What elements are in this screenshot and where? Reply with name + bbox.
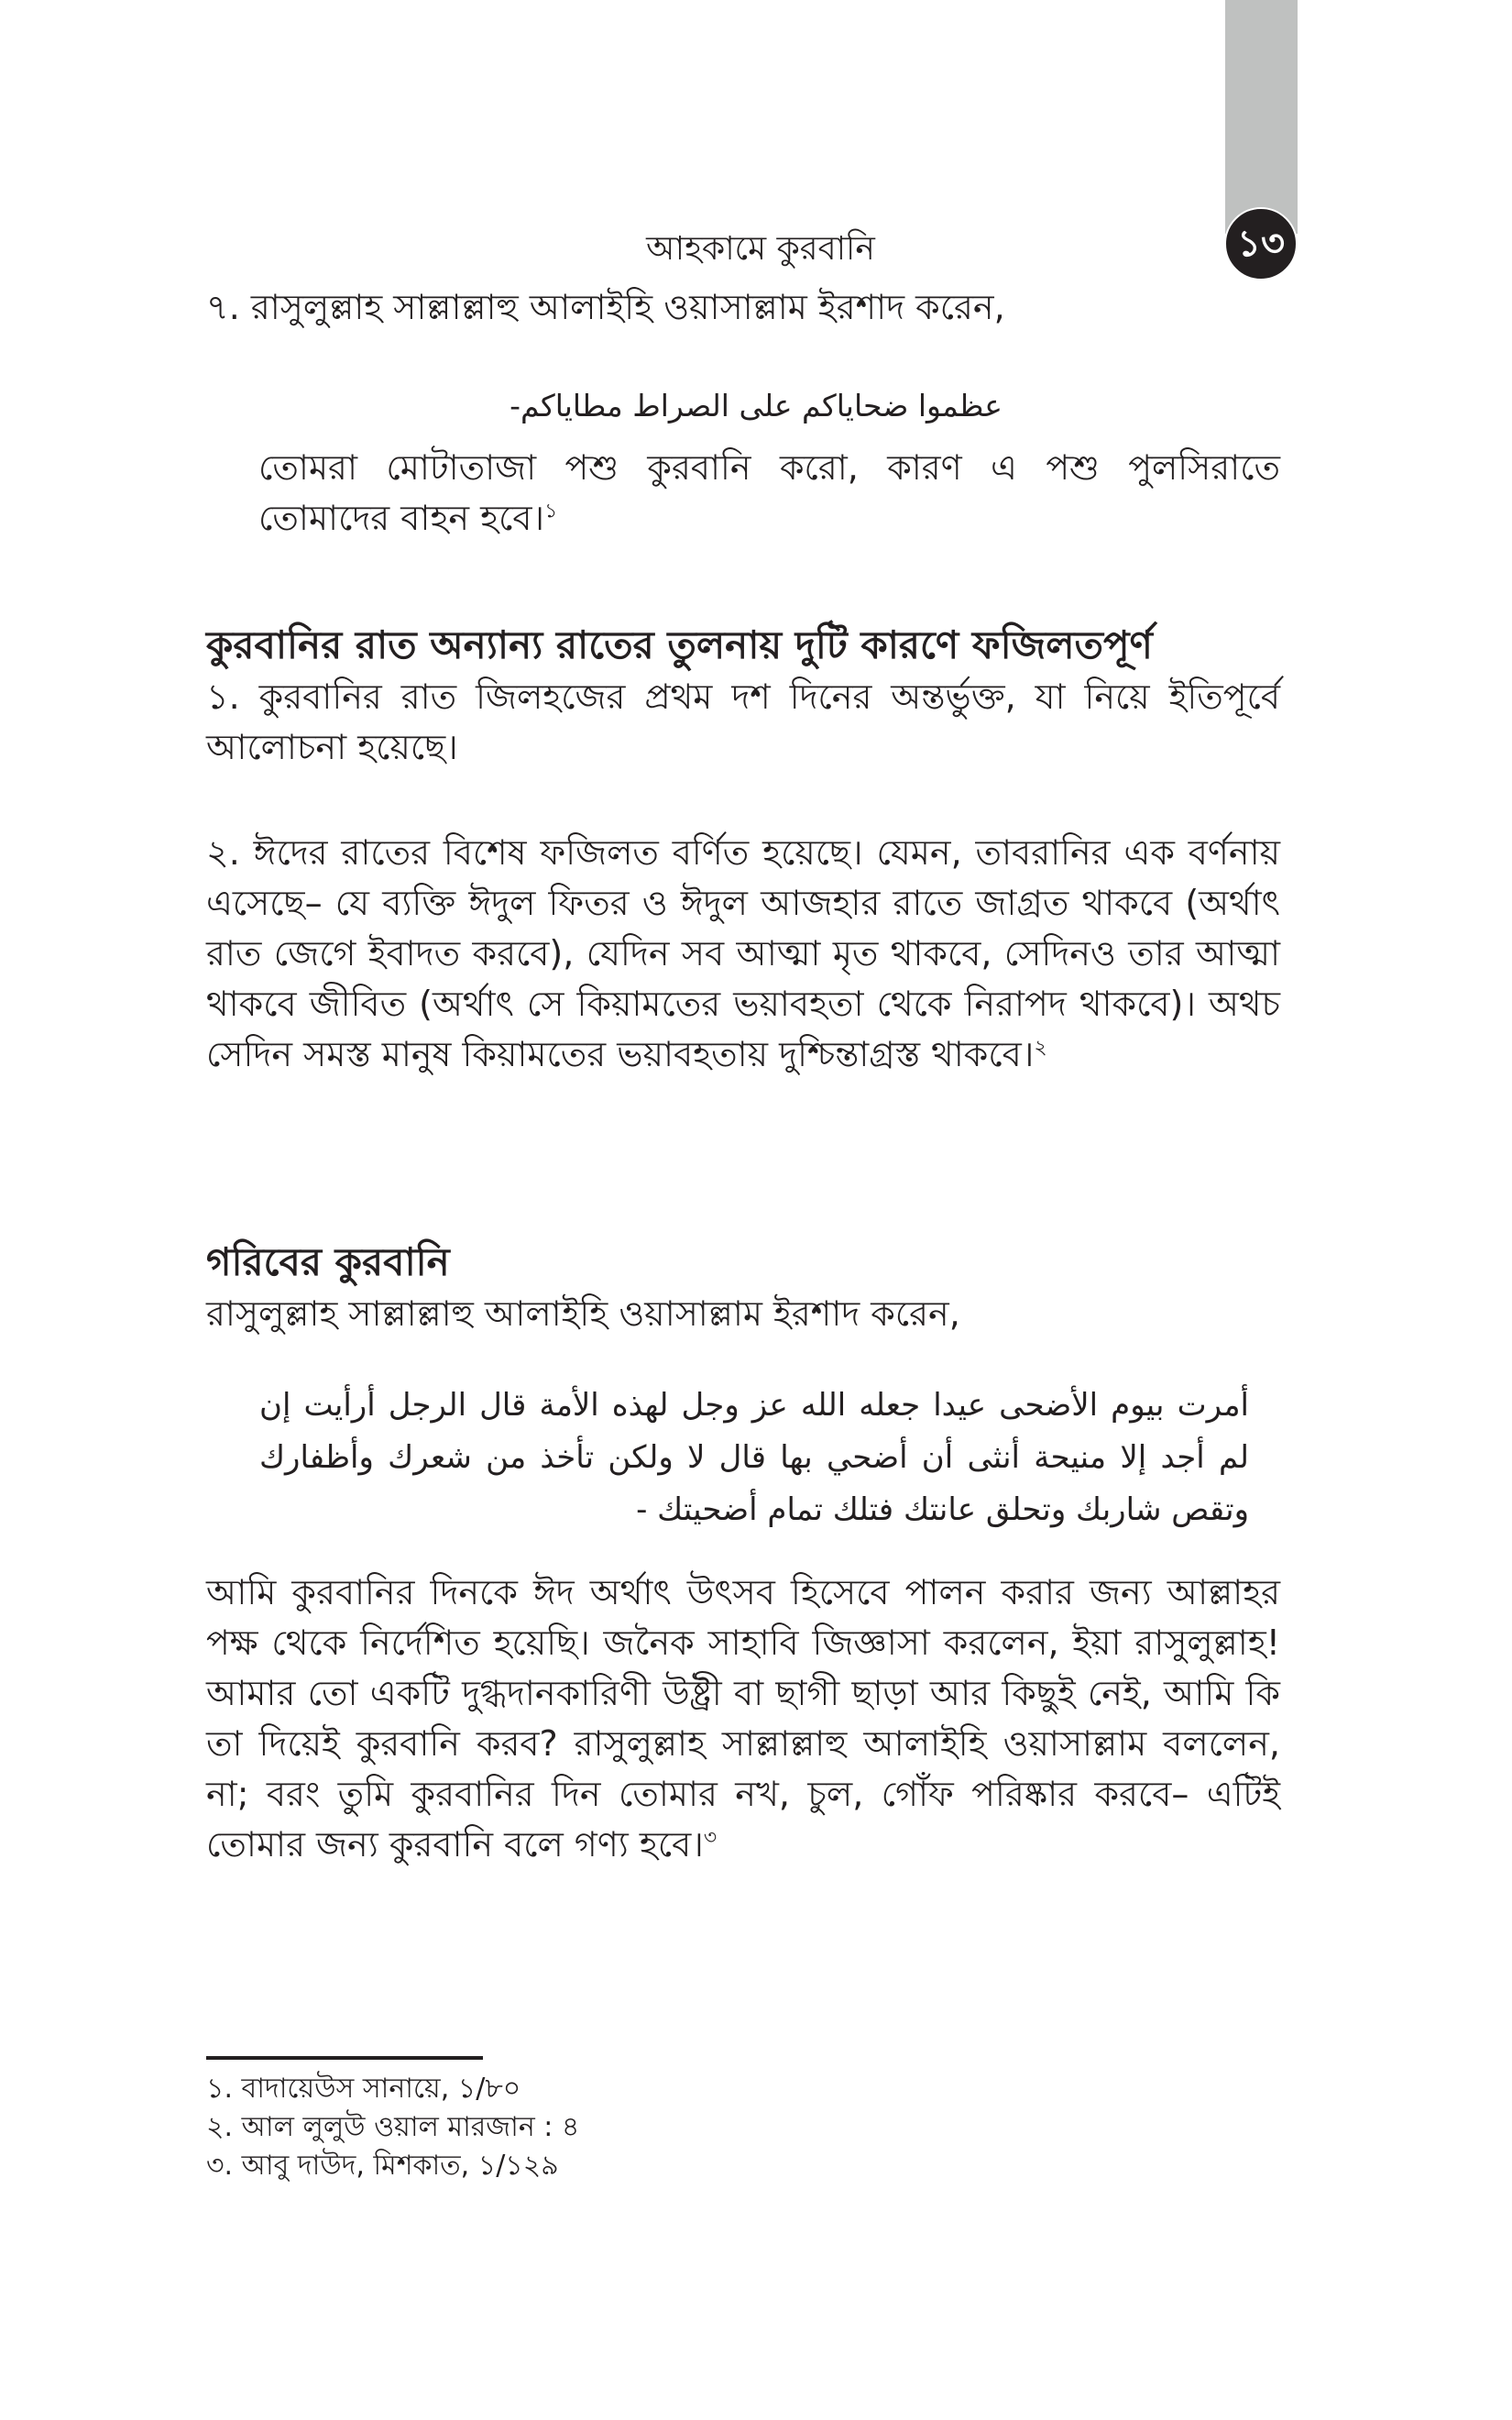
hadith-7-intro: ৭. রাসুলুল্লাহ সাল্লাল্লাহু আলাইহি ওয়াসাল্লাম ইরশাদ করেন, <box>206 287 1005 327</box>
footnote-ref-3[interactable]: ৩ <box>703 1826 718 1850</box>
hadith-7-translation-block <box>258 443 1280 544</box>
hadith-7-arabic: عظموا ضحاياكم على الصراط مطاياكم- <box>509 388 1003 424</box>
footnote-1: ১. বাদায়েউস সানায়ে, ১/৮০ <box>206 2073 521 2105</box>
section-night-point-2 <box>206 828 1280 1080</box>
section-poor-translation <box>206 1568 1280 1870</box>
footnote-3: ৩. আবু দাউদ, মিশকাত, ১/১২৯ <box>206 2150 559 2182</box>
section-night <box>206 619 1280 773</box>
section-poor-translation-text: আমি কুরবানির দিনকে ঈদ অর্থাৎ উৎসব হিসেবে পালন করার জন্য আল্লাহর পক্ষ থেকে নির্দেশিত হয়েছি। জনৈক সাহাবি জিজ্ঞাসা করলেন, ইয়া রাসুলুল্লাহ! আমার তো একটি দুগ্ধদানকারিণী উষ্ট্রী বা ছাগী ছাড়া আর কিছুই নেই, আমি কি তা দিয়েই কুরবানি করব? রাসুলুল্লাহ সাল্লাল্লাহু আলাইহি ওয়াসাল্লাম বললেন, না; বরং তুমি কুরবানির দিন তোমার নখ, চুল, গোঁফ পরিষ্কার করবে– এটিই তোমার জন্য কুরবানি বলে গণ্য হবে। <box>206 1572 1280 1864</box>
footnote-2: ২. আল লুলুউ ওয়াল মারজান : ৪ <box>206 2111 580 2143</box>
section-poor-translation-block <box>206 1568 1280 1870</box>
section-poor-intro: রাসুলুল্লাহ সাল্লাল্লাহু আলাইহি ওয়াসাল্লাম ইরশাদ করেন, <box>206 1293 960 1334</box>
hadith-7-intro-block <box>206 282 1280 333</box>
section-poor-arabic: أمرت بيوم الأضحى عيدا جعله الله عز وجل لهذه الأمة قال الرجل أرأيت إن لم أجد إلا منيحة أنثى أن أضحي بها قال لا ولكن تأخذ من شعرك وأظفارك وتقص شاربك وتحلق عانتك فتلك تمام أضحيتك - <box>259 1387 1249 1528</box>
running-header: আহকামে কুরবানি <box>646 230 875 268</box>
section-poor <box>206 1236 1280 1339</box>
footnotes <box>206 2070 939 2185</box>
page-edge-tab <box>1225 0 1298 234</box>
footnote-ref-2[interactable]: ২ <box>1034 1036 1047 1060</box>
footnote-divider <box>206 2056 483 2060</box>
section-night-point-2-block <box>206 828 1280 1080</box>
hadith-7-translation <box>258 443 1280 544</box>
page-number-badge <box>1224 207 1298 280</box>
section-night-point-1: ১. কুরবানির রাত জিলহজের প্রথম দশ দিনের অন্তর্ভুক্ত, যা নিয়ে ইতিপূর্বে আলোচনা হয়েছে। <box>206 676 1280 767</box>
section-night-point-2-text: ২. ঈদের রাতের বিশেষ ফজিলত বর্ণিত হয়েছে। যেমন, তাবরানির এক বর্ণনায় এসেছে– যে ব্যক্তি ঈদুল ফিতর ও ঈদুল আজহার রাতে জাগ্রত থাকবে (অর্থাৎ রাত জেগে ইবাদত করবে), যেদিন সব আত্মা মৃত থাকবে, সেদিনও তার আত্মা থাকবে জীবিত (অর্থাৎ সে কিয়ামতের ভয়াবহতা থেকে নিরাপদ থাকবে)। অথচ সেদিন সমস্ত মানুষ কিয়ামতের ভয়াবহতায় দুশ্চিন্তাগ্রস্ত থাকবে। <box>206 832 1280 1074</box>
section-night-heading: কুরবানির রাত অন্যান্য রাতের তুলনায় দুটি কারণে ফজিলতপূর্ণ <box>206 622 1153 667</box>
page-number: ১৩ <box>1237 223 1285 265</box>
footnote-ref-1[interactable]: ১ <box>544 500 558 523</box>
hadith-7-translation-text: তোমরা মোটাতাজা পশু কুরবানি করো, কারণ এ পশু পুলসিরাতে তোমাদের বাহন হবে। <box>258 447 1280 538</box>
section-poor-heading: গরিবের কুরবানি <box>206 1239 450 1284</box>
